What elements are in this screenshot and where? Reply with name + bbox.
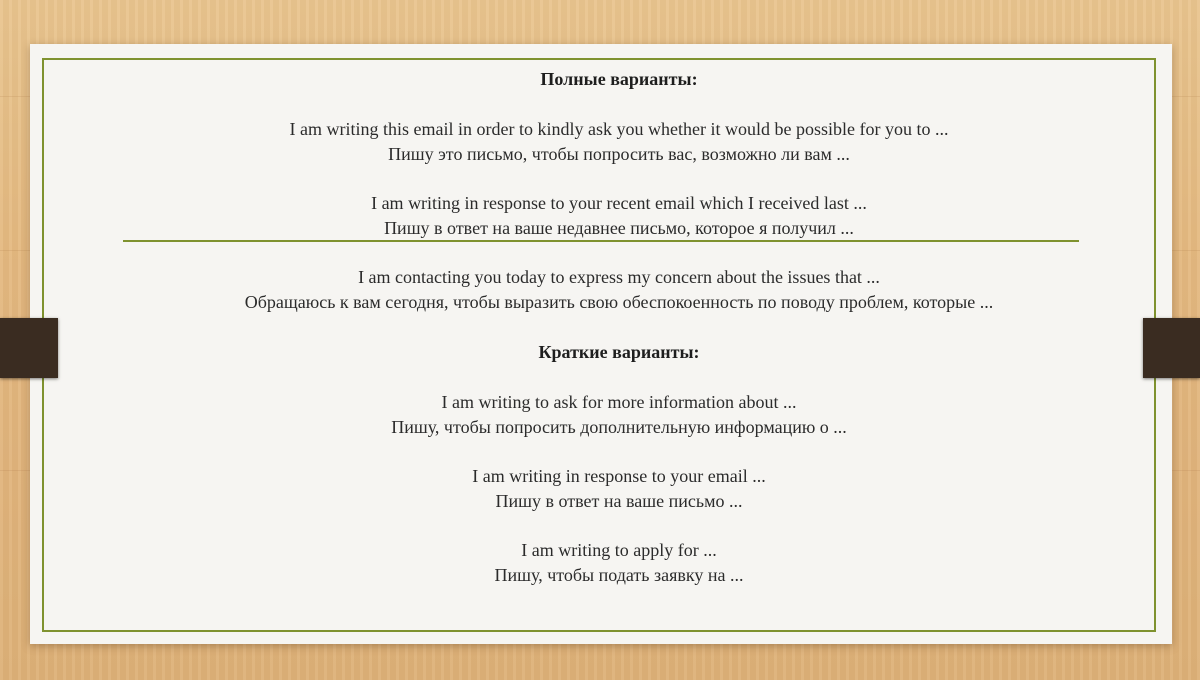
heading-short-variants: Краткие варианты: xyxy=(538,342,700,362)
phrase-ru: Пишу, чтобы подать заявку на ... xyxy=(494,565,744,585)
heading-full-variants: Полные варианты: xyxy=(540,69,698,89)
phrase-en: I am writing this email in order to kindly ask you whether it would be possible for you to ... xyxy=(289,119,949,139)
phrase-en: I am writing to apply for ... xyxy=(521,540,717,560)
phrase-en: I am writing to ask for more information about ... xyxy=(441,392,797,412)
phrase-ru: Пишу в ответ на ваше письмо ... xyxy=(495,491,743,511)
phrase-ru: Пишу это письмо, чтобы попросить вас, возможно ли вам ... xyxy=(388,144,850,164)
divider-line xyxy=(123,240,1079,242)
phrase-en: I am writing in response to your email ... xyxy=(472,466,766,486)
phrase-ru: Обращаюсь к вам сегодня, чтобы выразить свою обеспокоенность по поводу проблем, которые ... xyxy=(244,292,994,312)
phrase-ru: Пишу в ответ на ваше недавнее письмо, которое я получил ... xyxy=(384,218,854,238)
phrase-en: I am contacting you today to express my concern about the issues that ... xyxy=(358,267,880,287)
phrase-ru: Пишу, чтобы попросить дополнительную информацию о ... xyxy=(391,417,847,437)
phrase-en: I am writing in response to your recent email which I received last ... xyxy=(371,193,867,213)
